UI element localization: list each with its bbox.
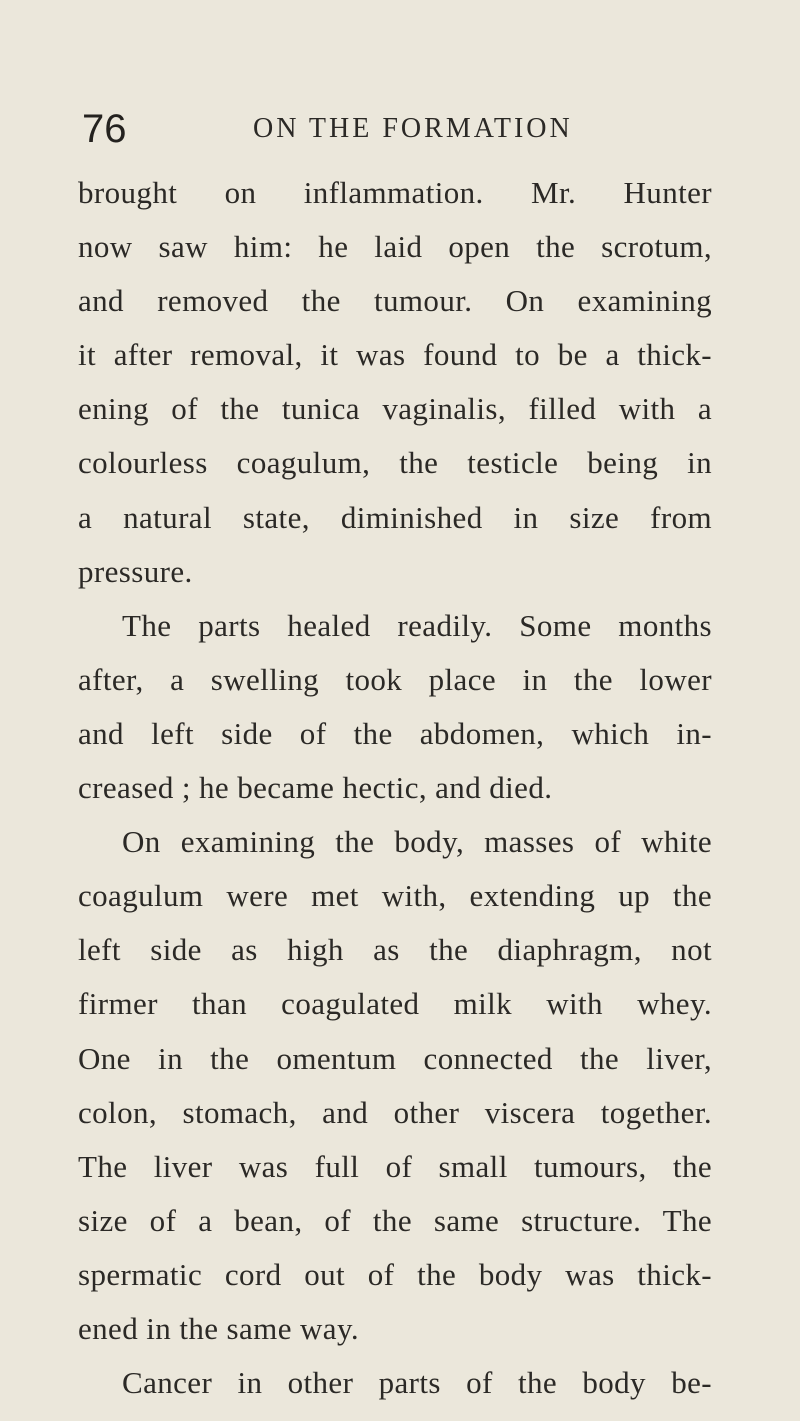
- text-line: firmer than coagulated milk with whey.: [78, 986, 712, 1022]
- text-line: Cancer in other parts of the body be-: [122, 1365, 712, 1401]
- text-line: ening of the tunica vaginalis, filled with a: [78, 391, 712, 427]
- text-line: left side as high as the diaphragm, not: [78, 932, 712, 968]
- text-line: colourless coagulum, the testicle being in: [78, 445, 712, 481]
- text-line: spermatic cord out of the body was thick-: [78, 1256, 712, 1292]
- text-line: and removed the tumour. On examining: [78, 283, 712, 319]
- text-line: ened in the same way.: [78, 1310, 359, 1346]
- text-line: The parts healed readily. Some months: [122, 607, 712, 643]
- text-line: brought on inflammation. Mr. Hunter: [78, 175, 712, 210]
- text-line: now saw him: he laid open the scrotum,: [78, 229, 712, 265]
- body-text: [78, 166, 712, 1410]
- text-line: and left side of the abdomen, which in-: [78, 715, 712, 751]
- text-line: One in the omentum connected the liver,: [78, 1040, 712, 1076]
- text-line: size of a bean, of the same structure. The: [78, 1202, 712, 1238]
- text-line: after, a swelling took place in the lower: [78, 661, 712, 697]
- running-head: ON THE FORMATION: [253, 113, 573, 144]
- text-line: colon, stomach, and other viscera together.: [78, 1094, 712, 1130]
- text-line: pressure.: [78, 553, 193, 589]
- text-line: it after removal, it was found to be a thick-: [78, 337, 712, 373]
- page-header: [0, 104, 800, 154]
- text-line: coagulum were met with, extending up the: [78, 878, 712, 914]
- text-line: creased ; he became hectic, and died.: [78, 770, 553, 806]
- text-line: On examining the body, masses of white: [122, 824, 712, 860]
- text-line: a natural state, diminished in size from: [78, 499, 712, 535]
- text-line: The liver was full of small tumours, the: [78, 1148, 712, 1184]
- page-number: 76: [82, 107, 127, 151]
